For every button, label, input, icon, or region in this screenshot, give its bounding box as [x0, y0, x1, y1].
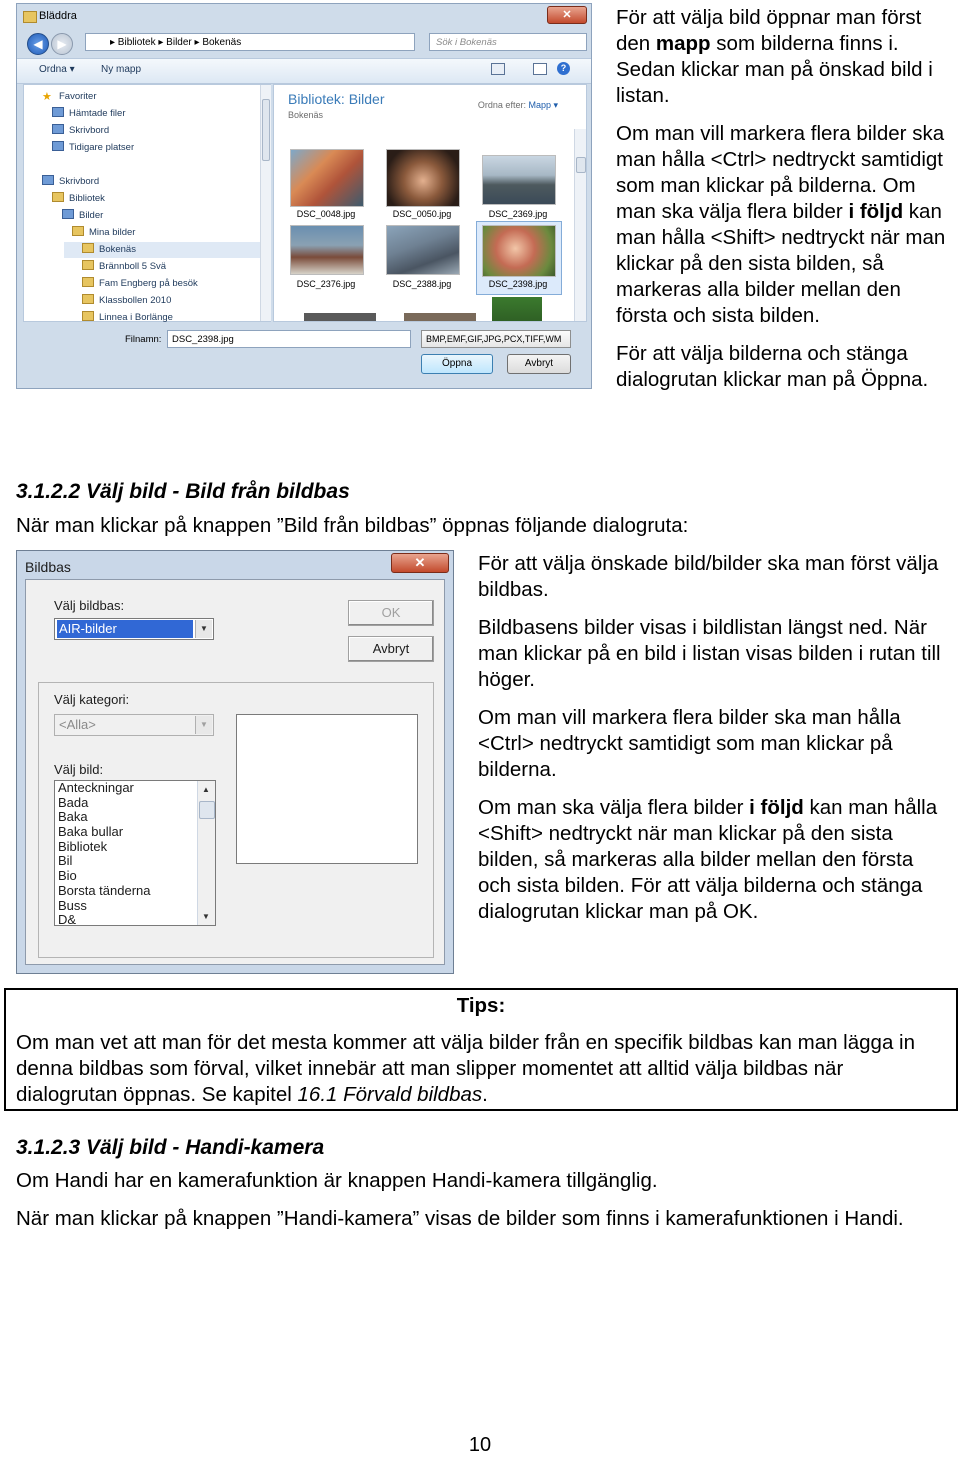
- folder-icon: [82, 260, 94, 270]
- label-kategori: Välj kategori:: [54, 692, 130, 707]
- open-button[interactable]: Öppna: [421, 354, 493, 374]
- list-item[interactable]: Buss: [58, 897, 87, 913]
- photo-thumbnail[interactable]: [290, 225, 364, 275]
- paragraph: När man klickar på knappen ”Handi-kamera” visas de bilder som finns i kamerafunktionen i Handi.: [16, 1207, 904, 1230]
- list-item[interactable]: Bio: [58, 868, 77, 884]
- section-intro: När man klickar på knappen ”Bild från bildbas” öppnas följande dialogruta:: [16, 514, 689, 537]
- thumbnail-label[interactable]: DSC_2398.jpg: [488, 279, 548, 289]
- bildbas-selected-value: AIR-bilder: [57, 620, 193, 638]
- folder-icon: [82, 311, 94, 321]
- folder-icon: [23, 11, 37, 23]
- nav-item-downloads[interactable]: Hämtade filer: [52, 106, 126, 122]
- list-item[interactable]: Bibliotek: [58, 838, 108, 854]
- tips-text: Om man vet att man för det mesta kommer att välja bilder från en specifik bildbas kan man lägga in denna bildbas som förval, vilket innebär att man slipper momentet att alltid välja bildbas när dialogrutan öppnas. Se kapitel 16.1 Förvald bildbas.: [16, 1031, 915, 1106]
- new-folder-button[interactable]: Ny mapp: [101, 64, 142, 75]
- paragraph: För att välja bilderna och stänga dialogrutan klickar man på Öppna.: [616, 342, 929, 391]
- nav-item-my-pictures[interactable]: Mina bilder: [72, 225, 135, 241]
- cancel-button[interactable]: Avbryt: [348, 636, 434, 662]
- photo-thumbnail[interactable]: [492, 297, 542, 322]
- scroll-up-icon[interactable]: ▲: [202, 785, 210, 794]
- nav-item-favoriter[interactable]: ★ Favoriter: [42, 91, 97, 103]
- forward-arrow-icon[interactable]: ▶: [51, 33, 73, 55]
- scrollbar-thumb[interactable]: [576, 157, 586, 173]
- section-heading: 3.1.2.3 Välj bild - Handi-kamera: [16, 1136, 325, 1159]
- list-item[interactable]: Anteckningar: [58, 780, 134, 795]
- nav-item-desktop-root[interactable]: Skrivbord: [42, 174, 99, 190]
- filename-label: Filnamn:: [125, 334, 162, 345]
- list-item[interactable]: Baka bullar: [58, 824, 124, 840]
- label-bildbas: Välj bildbas:: [54, 598, 125, 613]
- browse-toolbar: [17, 58, 591, 84]
- browse-titlebar: [17, 4, 591, 30]
- paragraph: Bildbasens bilder visas i bildlistan längst ned. När man klickar på en bild i listan visas bilden i rutan till höger.: [478, 616, 941, 691]
- nav-item-bokenas[interactable]: Bokenäs: [64, 242, 268, 258]
- scroll-down-icon[interactable]: ▼: [202, 912, 210, 921]
- label-bild: Välj bild:: [54, 762, 104, 777]
- ok-button[interactable]: OK: [348, 600, 434, 626]
- bildbas-select[interactable]: [54, 618, 214, 640]
- folder-icon: [82, 277, 94, 287]
- cancel-button[interactable]: Avbryt: [507, 354, 571, 374]
- chevron-down-icon[interactable]: ▼: [195, 620, 212, 638]
- navigation-pane: [23, 84, 271, 322]
- photo-thumbnail[interactable]: [290, 149, 364, 207]
- address-bar-row: [23, 30, 587, 56]
- list-item[interactable]: Baka: [58, 809, 88, 825]
- instructions-bildbas: [478, 551, 950, 925]
- file-list: [273, 84, 587, 322]
- photo-thumbnail[interactable]: [404, 313, 476, 322]
- nav-item-brannboll[interactable]: Brännboll 5 Svä: [82, 259, 166, 275]
- list-item[interactable]: D&: [58, 912, 77, 926]
- help-icon[interactable]: ?: [557, 62, 570, 75]
- library-subtitle: Bokenäs: [288, 110, 324, 120]
- listbox-scrollbar[interactable]: [197, 781, 216, 925]
- photo-thumbnail[interactable]: [482, 155, 556, 205]
- filename-input[interactable]: DSC_2398.jpg: [167, 330, 411, 348]
- bildbas-body: [25, 579, 445, 965]
- thumbnail-label[interactable]: DSC_0048.jpg: [296, 209, 356, 219]
- download-folder-icon: [52, 107, 64, 117]
- browse-title: Bläddra: [39, 10, 77, 22]
- image-listbox[interactable]: [54, 780, 216, 926]
- address-input[interactable]: ▸ Bibliotek ▸ Bilder ▸ Bokenäs: [85, 33, 415, 51]
- close-button[interactable]: ✕: [391, 553, 449, 573]
- nav-item-pictures[interactable]: Bilder: [62, 208, 103, 224]
- tips-box: [4, 988, 958, 1111]
- preview-pane-icon[interactable]: [533, 63, 547, 75]
- paragraph: Om Handi har en kamerafunktion är knappen Handi-kamera tillgänglig.: [16, 1169, 658, 1192]
- nav-item-fam-engberg[interactable]: Fam Engberg på besök: [82, 276, 198, 292]
- back-arrow-icon[interactable]: ◀: [27, 33, 49, 55]
- list-item[interactable]: Bil: [58, 853, 73, 869]
- chevron-down-icon[interactable]: ▼: [195, 716, 212, 734]
- arrange-by[interactable]: Ordna efter: Mapp ▾: [477, 100, 558, 110]
- nav-item-klassbollen[interactable]: Klassbollen 2010: [82, 293, 171, 309]
- thumbnail-label[interactable]: DSC_2376.jpg: [296, 279, 356, 289]
- photo-thumbnail[interactable]: [304, 313, 376, 322]
- nav-scrollbar[interactable]: [260, 85, 271, 321]
- thumbnail-label[interactable]: DSC_2388.jpg: [392, 279, 452, 289]
- section-heading: 3.1.2.2 Välj bild - Bild från bildbas: [16, 480, 350, 503]
- paragraph: Om man vill markera flera bilder ska man hålla <Ctrl> nedtryckt samtidigt som man klickar på bilderna. Om man ska välja flera bilder i följd kan man hålla <Shift> nedtryckt när man klickar på den sista bilden, så markeras alla bilder mellan den första och sista bilden.: [616, 122, 946, 327]
- library-icon: [52, 192, 64, 202]
- thumbnail-label[interactable]: DSC_2369.jpg: [488, 209, 548, 219]
- scrollbar-thumb[interactable]: [199, 801, 215, 819]
- paragraph: För att välja önskade bild/bilder ska man först välja bildbas.: [478, 552, 939, 601]
- library-title: Bibliotek: Bilder: [288, 91, 385, 107]
- photo-thumbnail[interactable]: [386, 225, 460, 275]
- browse-dialog: [16, 3, 592, 389]
- bildbas-dialog: [16, 550, 454, 974]
- kategori-select[interactable]: <Alla> ▼: [54, 714, 214, 736]
- nav-item-libraries[interactable]: Bibliotek: [52, 191, 105, 207]
- page-number: 10: [468, 1434, 492, 1456]
- pictures-library-icon: [62, 209, 74, 219]
- scrollbar-thumb[interactable]: [262, 99, 270, 161]
- nav-item-linnea[interactable]: Linnea i Borlänge: [82, 310, 173, 326]
- list-item[interactable]: Bada: [58, 794, 89, 810]
- photo-thumbnail[interactable]: [482, 225, 556, 277]
- folder-icon: [82, 243, 94, 253]
- folder-icon: [82, 294, 94, 304]
- bildbas-title: Bildbas: [25, 559, 71, 575]
- list-item[interactable]: Borsta tänderna: [58, 882, 151, 898]
- paragraph: För att välja bild öppnar man först den mapp som bilderna finns i. Sedan klickar man på önskad bild i listan.: [616, 6, 933, 107]
- thumbnail-label[interactable]: DSC_0050.jpg: [392, 209, 452, 219]
- close-button[interactable]: ✕: [547, 6, 587, 24]
- paragraph: Om man vill markera flera bilder ska man hålla <Ctrl> nedtryckt samtidigt som man klickar på bilderna.: [478, 706, 901, 781]
- nav-item-desktop[interactable]: Skrivbord: [52, 123, 109, 139]
- search-input[interactable]: Sök i Bokenäs: [429, 33, 587, 51]
- photo-thumbnail[interactable]: [386, 149, 460, 207]
- file-list-scrollbar[interactable]: [574, 129, 587, 321]
- tips-title: Tips:: [456, 994, 506, 1017]
- desktop-icon: [42, 175, 54, 185]
- organize-button[interactable]: Ordna ▾: [39, 64, 75, 75]
- view-icon[interactable]: [491, 63, 505, 75]
- image-preview: [236, 714, 418, 864]
- star-icon: ★: [42, 91, 52, 103]
- desktop-icon: [52, 124, 64, 134]
- filetype-select[interactable]: BMP,EMF,GIF,JPG,PCX,TIFF,WM: [421, 330, 571, 348]
- folder-icon: [72, 226, 84, 236]
- recent-places-icon: [52, 141, 64, 151]
- paragraph: Om man ska välja flera bilder i följd kan man hålla <Shift> nedtryckt när man klickar på den sista bilden, så markeras alla bilder mellan den första och sista bilden. För att välja bilderna och stänga dialogrutan klickar man på OK.: [478, 796, 938, 923]
- nav-item-recent[interactable]: Tidigare platser: [52, 140, 134, 156]
- instructions-browse: [616, 5, 950, 393]
